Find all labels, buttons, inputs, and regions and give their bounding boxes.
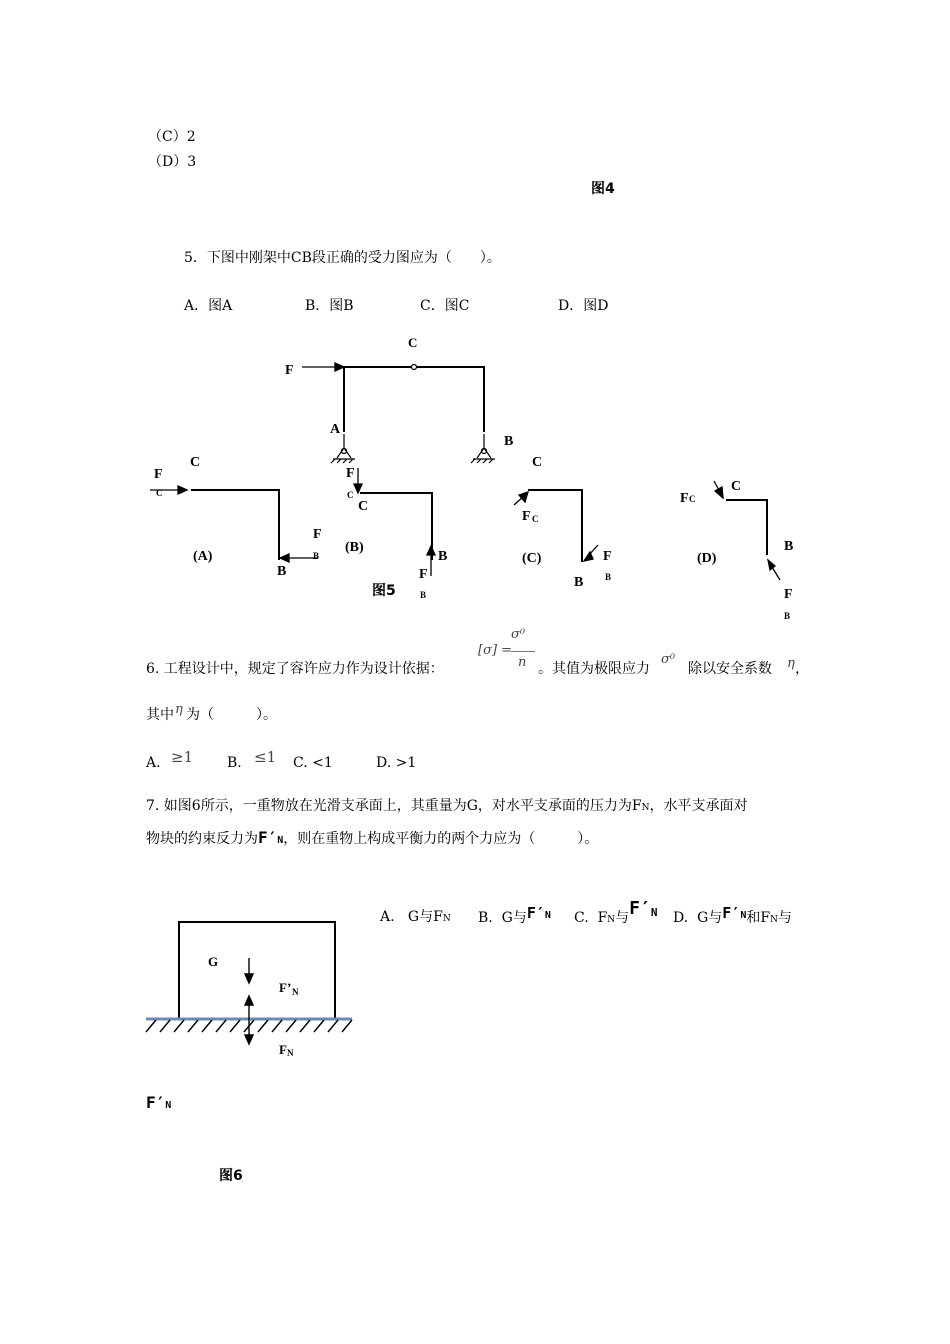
diagram-b-label-f-sub: C [347,490,354,500]
figure-5-caption: 图5 [372,583,396,599]
diagram-d-label-f: F [680,491,689,506]
figure-6-label-fn-sub: N [287,1048,294,1058]
q7-option-b [478,904,551,929]
q7-option-d-label: D. [673,910,689,926]
q7-option-d-end: 与 [777,910,792,926]
fn-prime-symbol: F′ [258,828,278,847]
q7-option-c-text: F [597,910,608,926]
continuation-fn-prime: F′ [146,1093,166,1112]
hinge-c [412,365,417,370]
question-5-stem: 5．下图中刚架中CB段正确的受力图应为（ ）。 [184,250,501,266]
diagram-b-label-b: B [438,549,448,564]
diagram-b-caption: (B) [345,540,364,555]
q7-option-c-label: C. [574,910,589,926]
label-b-main: B [504,434,514,449]
eta-symbol: η [787,656,795,671]
figure-6-label-fn: F [279,1042,287,1057]
diagram-d-label-c: C [731,479,742,494]
q7-option-d-mid: 和F [746,910,771,926]
q7-option-b-fn-sub: N [544,910,551,921]
q6-option-b-label: B. [227,755,242,771]
support-a-icon [331,434,355,463]
diagram-d [726,500,767,555]
label-f: F [285,363,294,378]
q6-option-a-value: ≥1 [171,748,194,766]
q7-option-c-mid: 与 [615,910,630,926]
q6-option-c: C. <1 [293,755,333,771]
q7-option-b-label: B. [478,910,493,926]
q7-option-b-fn-prime: F′ [526,904,545,922]
diagram-b-fb-arrow [427,546,435,576]
figure-6-label-fpn-sub: N [292,987,299,997]
figure-6-fpn-arrow [245,996,253,1020]
figure-6-g-arrow [245,958,253,983]
question-7-line2-b: ，则在重物上构成平衡力的两个力应为（ ）。 [283,831,599,847]
q7-option-a-text: G与F [407,909,443,925]
question-6-stem-b: 。其值为极限应力 [538,661,650,677]
diagram-a-label-c: C [190,455,201,470]
q7-option-c [574,898,658,929]
formula-bar [511,651,535,652]
diagram-a-caption: (A) [193,549,213,564]
diagram-c-label-f-b: F [603,549,612,564]
diagram-d-label-f-b: F [784,587,793,602]
formula-numerator: σ⁰ [511,627,526,642]
formula-denominator: n [518,655,527,670]
q5-option-b: B．图B [305,298,354,314]
question-7-line1-end: ，水平支承面对 [649,798,748,814]
question-7-line1-text: 7. 如图6所示，一重物放在光滑支承面上，其重量为G，对水平支承面的压力为F [146,798,642,814]
q6-option-b-value: ≤1 [254,748,277,766]
q5-option-a: A．图A [184,298,233,314]
q7-option-d-text: G与 [697,910,723,926]
q7-option-a-sub: N [442,914,451,924]
main-frame [344,367,484,432]
option-c: （C）2 [148,129,196,145]
question-6-stem-a: 6. 工程设计中，规定了容许应力作为设计依据： [146,661,444,677]
q5-option-c: C．图C [420,298,470,314]
question-6-comma: ， [795,661,809,677]
diagram-c-caption: (C) [522,551,542,566]
figure-4-caption: 图4 [591,181,615,197]
label-c-top: C [408,335,418,350]
option-d: （D）3 [148,154,197,170]
question-7-line2 [146,829,598,850]
diagram-c-fb-arrow [584,545,598,561]
diagram-a-label-f: F [154,467,163,482]
figure-6-label-fpn: F’ [279,980,292,995]
applied-force-f-arrow [302,363,344,371]
q7-option-a [380,908,451,928]
q7-option-d-fn-sub: N [740,910,747,921]
q7-option-a-label: A. [380,909,395,925]
fn-prime-sub: N [277,835,284,846]
q5-option-d: D．图D [558,298,609,314]
question-7-line2-a: 物块的约束反力为 [146,831,258,847]
diagram-c-fc-arrow [514,492,528,505]
q7-option-c-sub: N [607,915,616,925]
allowable-stress-formula [478,627,538,677]
q7-option-c-fn-prime: F′ [629,898,651,919]
diagram-d-fc-arrow [714,481,723,498]
question-7-line1-sub: N [641,803,650,813]
figure-6-caption: 图6 [219,1168,243,1184]
figure-6-block [179,922,335,1018]
diagram-c-label-b: B [574,575,584,590]
q6-option-a-label: A. [146,755,161,771]
eta-symbol-2: η [175,702,183,717]
diagram-a-label-f-b-sub: B [313,551,320,561]
q7-option-b-text: G与 [501,910,527,926]
figure-6-label-g: G [208,954,219,969]
question-7-line1 [146,797,748,817]
question-6-stem-c: 除以安全系数 [688,661,772,677]
diagram-b [360,493,432,560]
q6-option-d: D. >1 [376,755,417,771]
diagram-b-label-f: F [346,466,355,481]
q7-option-d-sub: N [770,915,778,925]
diagram-d-label-f-sub: C [689,494,696,504]
diagram-b-label-c: C [358,499,369,514]
diagram-c-label-c: C [532,455,543,470]
q7-option-c-fn-sub: N [650,906,658,919]
diagram-d-fb-arrow [768,560,780,580]
formula-lhs: [σ] = [478,643,513,658]
diagram-a-label-b: B [277,564,287,579]
diagram-b-fc-arrow [354,468,362,493]
diagram-c-label-f: F [522,509,531,524]
q7-option-d-continuation [146,1094,171,1115]
diagram-a-label-f-b: F [313,527,322,542]
continuation-fn-sub: N [165,1100,172,1111]
sigma0-symbol: σ⁰ [661,652,676,667]
diagram-d-label-b: B [784,539,794,554]
question-6-line2-b: 为（ ）。 [186,707,277,723]
q7-option-d [673,904,792,929]
label-a: A [330,422,341,437]
diagram-a-label-f-sub: C [156,488,163,498]
diagram-c-label-f-sub: C [532,514,539,524]
diagram-d-label-f-b-sub: B [784,611,791,621]
diagram-d-caption: (D) [697,551,717,566]
support-b-icon [471,434,495,463]
diagram-c-label-f-b-sub: B [605,572,612,582]
q7-option-d-fn-prime: F′ [722,904,741,922]
diagram-b-label-f-b: F [419,567,428,582]
diagram-b-label-f-b-sub: B [420,590,427,600]
question-6-line2-a: 其中 [146,707,174,723]
